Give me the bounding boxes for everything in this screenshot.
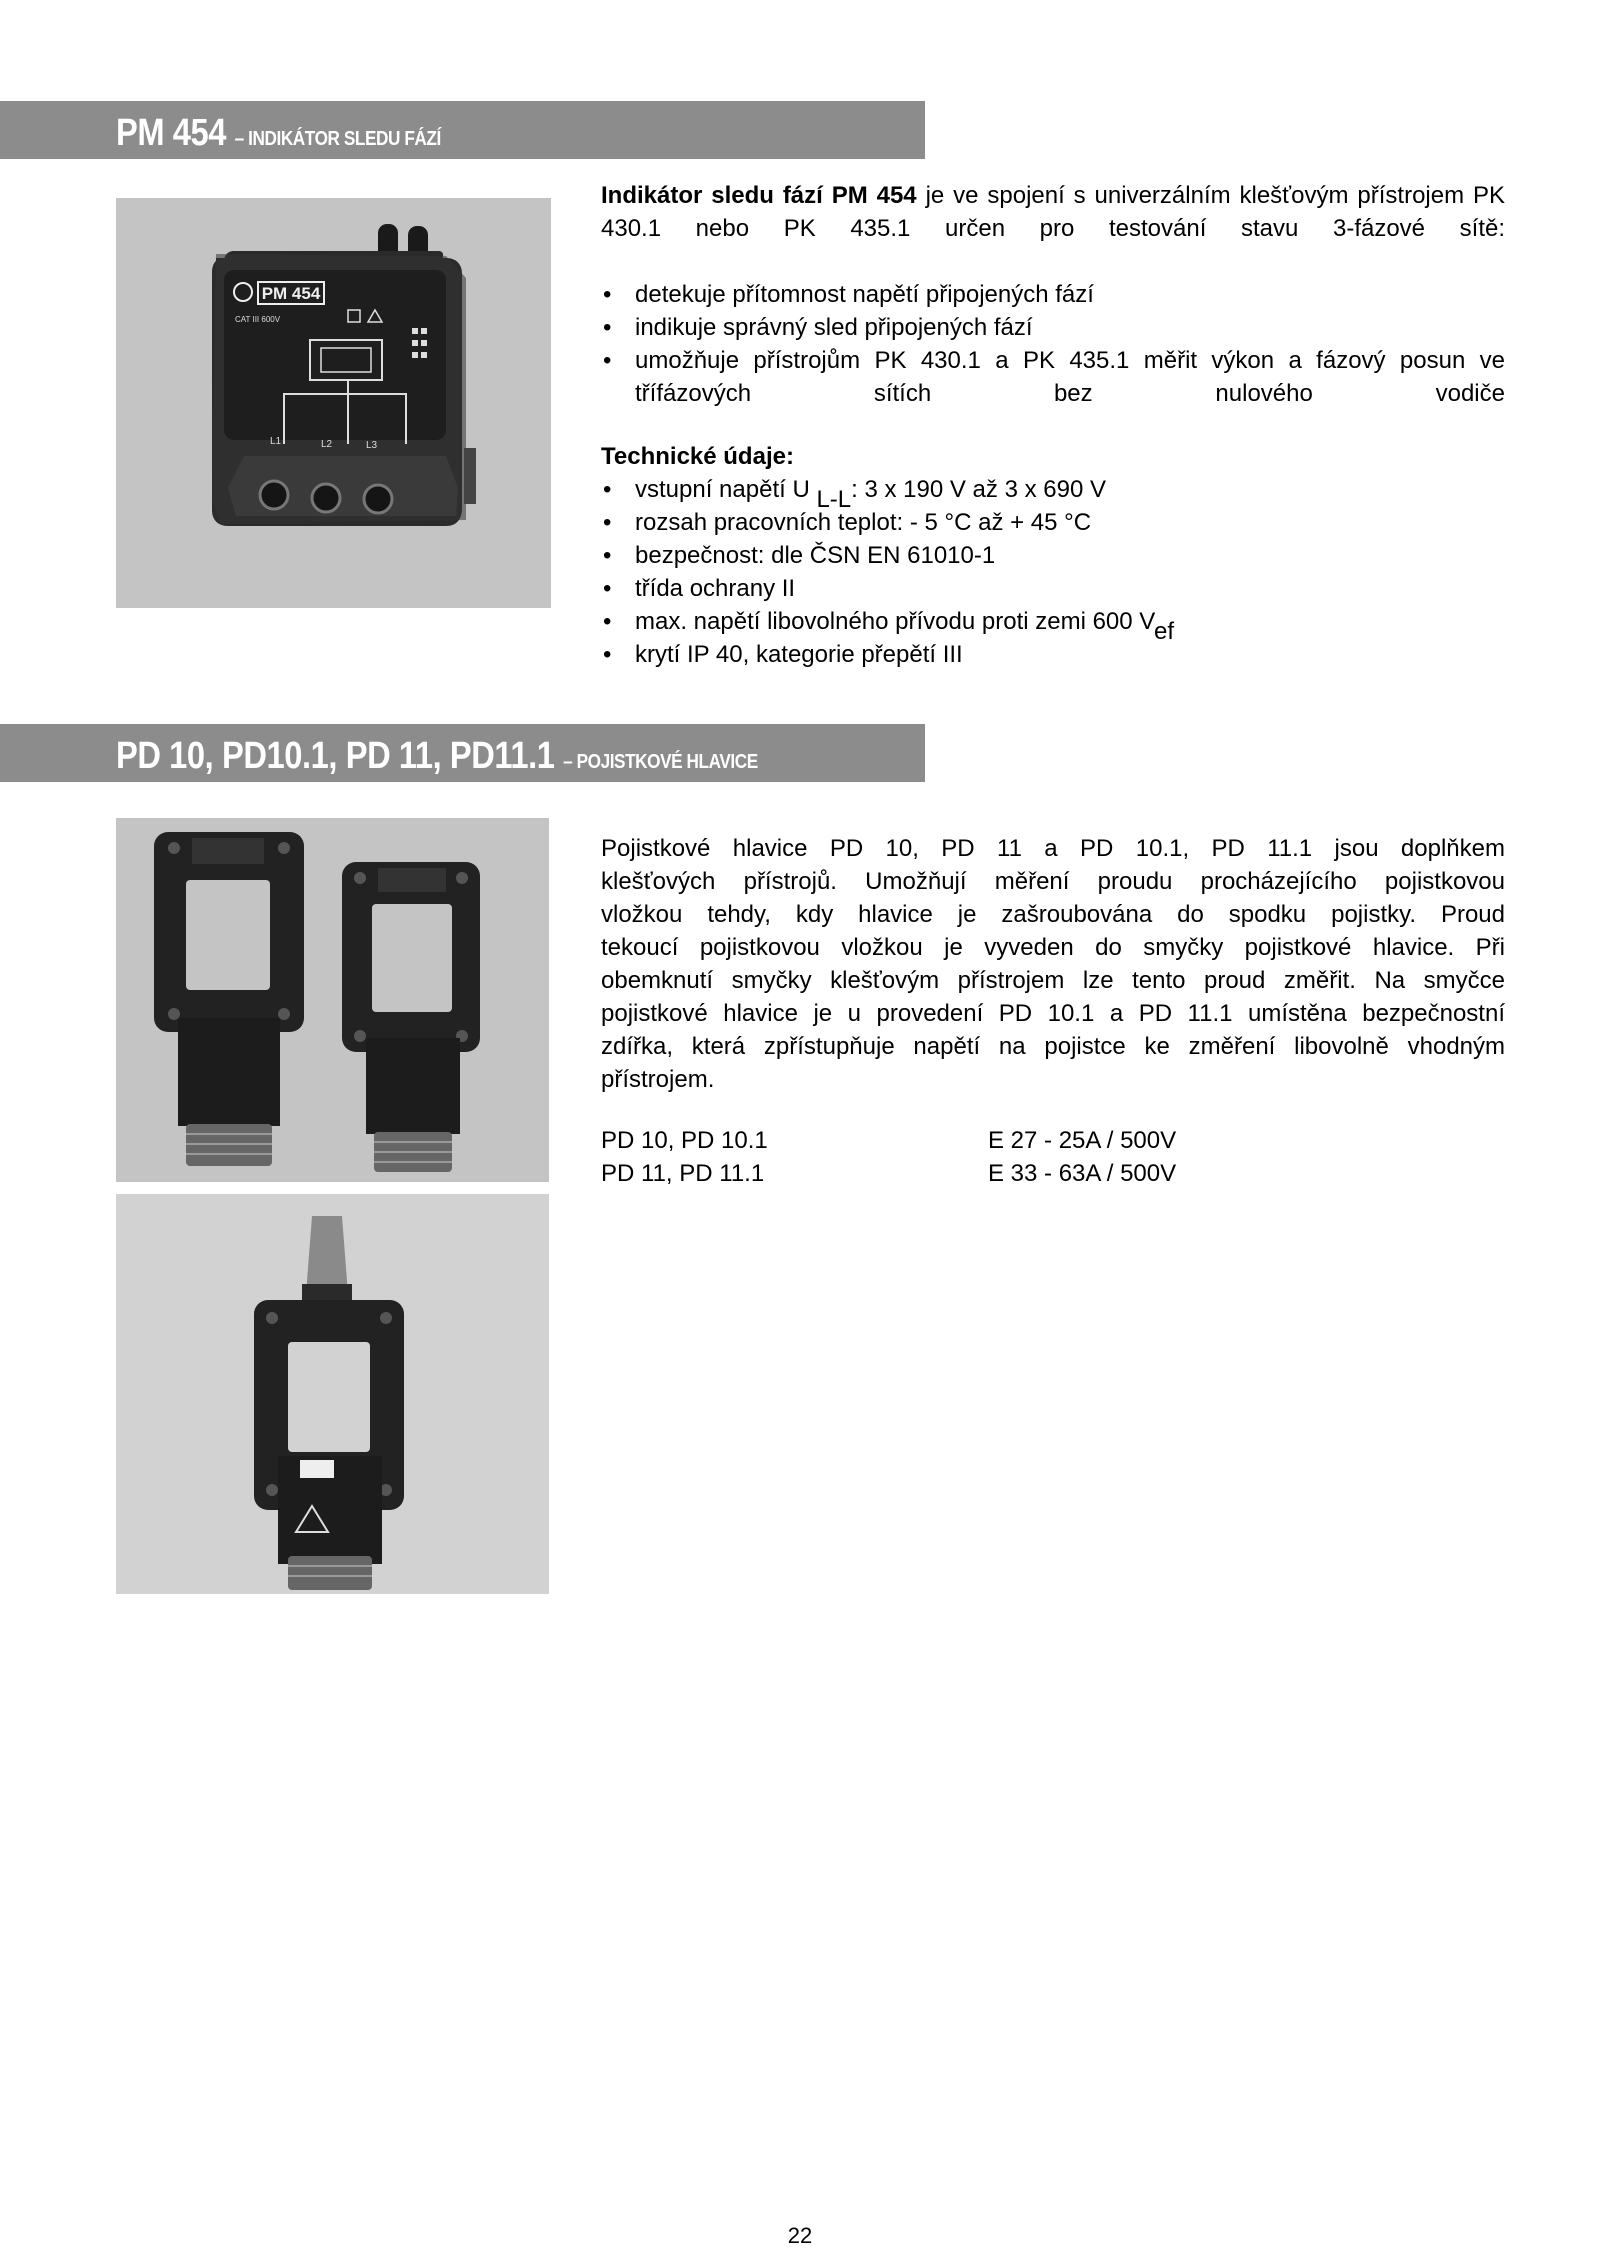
- pd-description: [601, 832, 1505, 1096]
- spec-rating: E 27 - 25A / 500V: [988, 1127, 1177, 1154]
- list-item: • indikuje správný sled připojených fází: [601, 311, 1505, 344]
- pm454-product-photo: [116, 198, 551, 608]
- spec-model: PD 10, PD 10.1: [601, 1127, 768, 1154]
- list-item: • detekuje přítomnost napětí připojených fází: [601, 278, 1505, 311]
- pd-pair-product-photo: [116, 818, 549, 1182]
- fuse-heads-illustration: [116, 818, 549, 1182]
- list-item: • max. napětí libovolného přívodu proti zemi 600 Vef: [601, 605, 1505, 638]
- list-item: • umožňuje přístrojům PK 430.1 a PK 435.1 měřit výkon a fázový posun ve třífázových sítích bez nulového vodiče: [601, 344, 1505, 410]
- description-line: klešťových přístrojů. Umožňují měření proudu procházejícího pojistkovou: [601, 868, 1505, 895]
- photo-label-l1: L1: [270, 436, 282, 447]
- description-line: obemknutí smyčky klešťovým přístrojem lze tento proud změřit. Na smyčce: [601, 967, 1505, 994]
- pm454-device-illustration: [116, 198, 551, 608]
- photo-label-brand: PM 454: [261, 284, 321, 303]
- photo-label-l3: L3: [366, 440, 378, 451]
- section-subtitle: – POJISTKOVÉ HLAVICE: [563, 751, 758, 773]
- list-item: • krytí IP 40, kategorie přepětí III: [601, 638, 1505, 671]
- list-item: • vstupní napětí U L-L: 3 x 190 V až 3 x 690 V: [601, 473, 1505, 506]
- pm454-intro-text: je ve spojení s univerzálním klešťovým přístrojem PK 430.1 nebo PK 435.1 určen pro testování stavu 3-fázové sítě:: [601, 182, 1506, 242]
- photo-label-l2: L2: [321, 439, 333, 450]
- spec-rating: E 33 - 63A / 500V: [988, 1160, 1177, 1187]
- photo-label-cat: CAT III 600V: [235, 315, 281, 324]
- description-line: vložkou tehdy, kdy hlavice je zašroubována do spodku pojistky. Proud: [601, 901, 1505, 928]
- description-line: zdířka, která zpřístupňuje napětí na pojistce ke změření libovolně vhodným: [601, 1033, 1505, 1060]
- pm454-intro-bold: Indikátor sledu fází PM 454: [601, 182, 917, 209]
- section-code: PM 454 – INDIKÁTOR SLEDU FÁZÍ: [116, 112, 441, 154]
- tech-spec-list: [601, 473, 1505, 671]
- tech-heading: Technické údaje:: [601, 443, 794, 470]
- section-code: PD 10, PD10.1, PD 11, PD11.1 – POJISTKOVÉ HLAVICE: [116, 735, 758, 777]
- section-header-pm454: [0, 101, 925, 159]
- spec-model: PD 11, PD 11.1: [601, 1160, 765, 1187]
- section-subtitle: – INDIKÁTOR SLEDU FÁZÍ: [234, 128, 441, 150]
- description-line: pojistkové hlavice je u provedení PD 10.1 a PD 11.1 umístěna bezpečnostní: [601, 1000, 1505, 1027]
- table-row: [601, 1124, 1301, 1157]
- description-line: Pojistkové hlavice PD 10, PD 11 a PD 10.1, PD 11.1 jsou doplňkem: [601, 835, 1505, 862]
- pm454-feature-list: [601, 278, 1505, 410]
- pd-single-product-photo: [116, 1194, 549, 1594]
- list-item: • bezpečnost: dle ČSN EN 61010-1: [601, 539, 1505, 572]
- list-item: • třída ochrany II: [601, 572, 1505, 605]
- section-header-pd: [0, 724, 925, 782]
- list-item: • rozsah pracovních teplot: - 5 °C až + 45 °C: [601, 506, 1505, 539]
- voltage-subscript: L-L: [816, 486, 852, 513]
- voltage-ef-subscript: ef: [1153, 618, 1174, 645]
- page-number: 22: [787, 2223, 813, 2248]
- pm454-intro: [601, 179, 1505, 245]
- table-row: [601, 1157, 1301, 1190]
- pd-spec-table: [601, 1124, 1301, 1190]
- fuse-head-illustration: [116, 1194, 549, 1594]
- description-line: přístrojem.: [601, 1066, 715, 1093]
- description-line: tekoucí pojistkovou vložkou je vyveden do smyčky pojistkové hlavice. Při: [601, 934, 1505, 961]
